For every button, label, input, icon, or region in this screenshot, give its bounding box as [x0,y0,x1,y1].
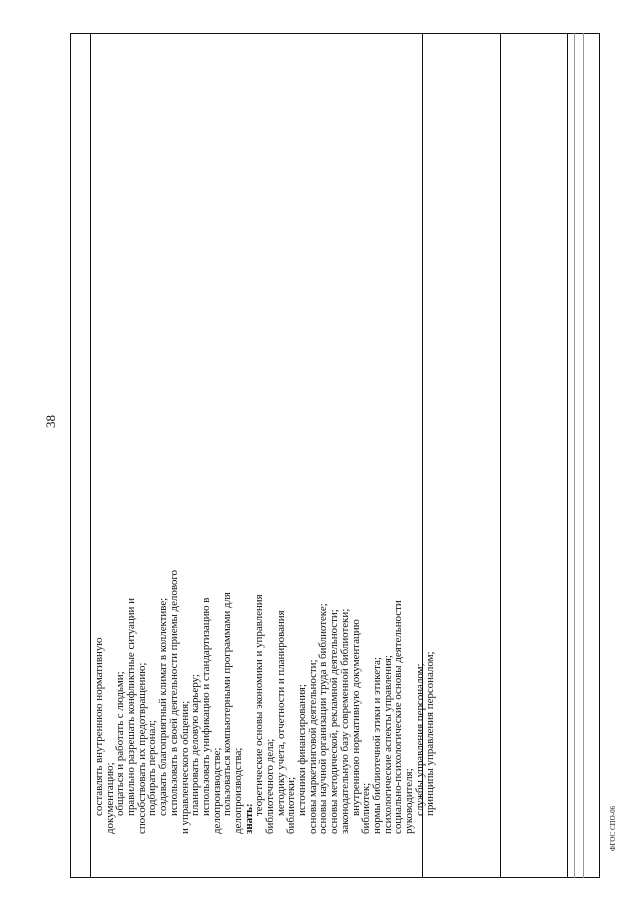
content-line: теоретические основы экономики и управления [253,594,266,816]
content-line: документацию; [103,762,116,834]
content-line: делопроизводстве; [210,747,223,834]
content-line: руководителя; [402,768,415,834]
content-line: принципы управления персоналом; [424,651,437,816]
content-line: правильно разрешать конфликтные ситуации и [125,598,138,816]
table-column-divider [90,33,91,878]
content-line: создавать благоприятный климат в коллективе; [157,597,170,816]
content-line: планировать деловую карьеру; [189,674,202,816]
content-line: способствовать их предотвращению; [135,662,148,834]
content-line: основы научной организации труда в библиотеке; [317,603,330,834]
content-line: пользоваться компьютерными программами для [221,592,234,816]
content-line: основы методической, рекламной деятельности; [328,609,341,834]
content-line: нормы библиотечной этики и этикета; [370,657,383,834]
content-line: библиотеки; [285,777,298,834]
content-line: методику учета, отчетности и планирования [274,610,287,816]
content-line: основы маркетинговой деятельности; [306,659,319,834]
content-line: составлять внутреннюю нормативную [93,637,105,816]
table-column-divider [574,33,575,878]
content-line: общаться и работать с людьми; [114,671,127,816]
page-number: 38 [43,415,58,428]
content-line: библиотечного дела; [264,738,276,834]
footer-label: ФГОС СПО-06 [609,805,617,851]
content-line: законодательную базу современной библиотеки; [338,608,351,834]
table-column-divider [500,33,501,878]
content-line: подбирать персонал; [146,720,159,816]
competency-content [94,354,436,834]
content-line: знать: [242,803,255,834]
table-column-divider [567,33,568,878]
content-line: библиотек; [360,782,373,834]
content-line: делопроизводства; [231,747,244,834]
table-column-divider [583,33,584,878]
content-line: использовать унификацию и стандартизацию в [199,597,212,816]
content-line: социально-психологические основы деятельности [392,600,405,834]
content-line: и управленческого общения; [178,700,191,834]
content-line: источники финансирования; [296,684,309,816]
content-line: использовать в своей деятельности приемы делового [167,570,180,816]
content-line: внутреннюю нормативную документацию [349,619,362,816]
competency-table [70,33,600,878]
content-line: службы управления персоналом; [413,663,426,816]
content-line: психологические аспекты управления; [381,655,394,834]
